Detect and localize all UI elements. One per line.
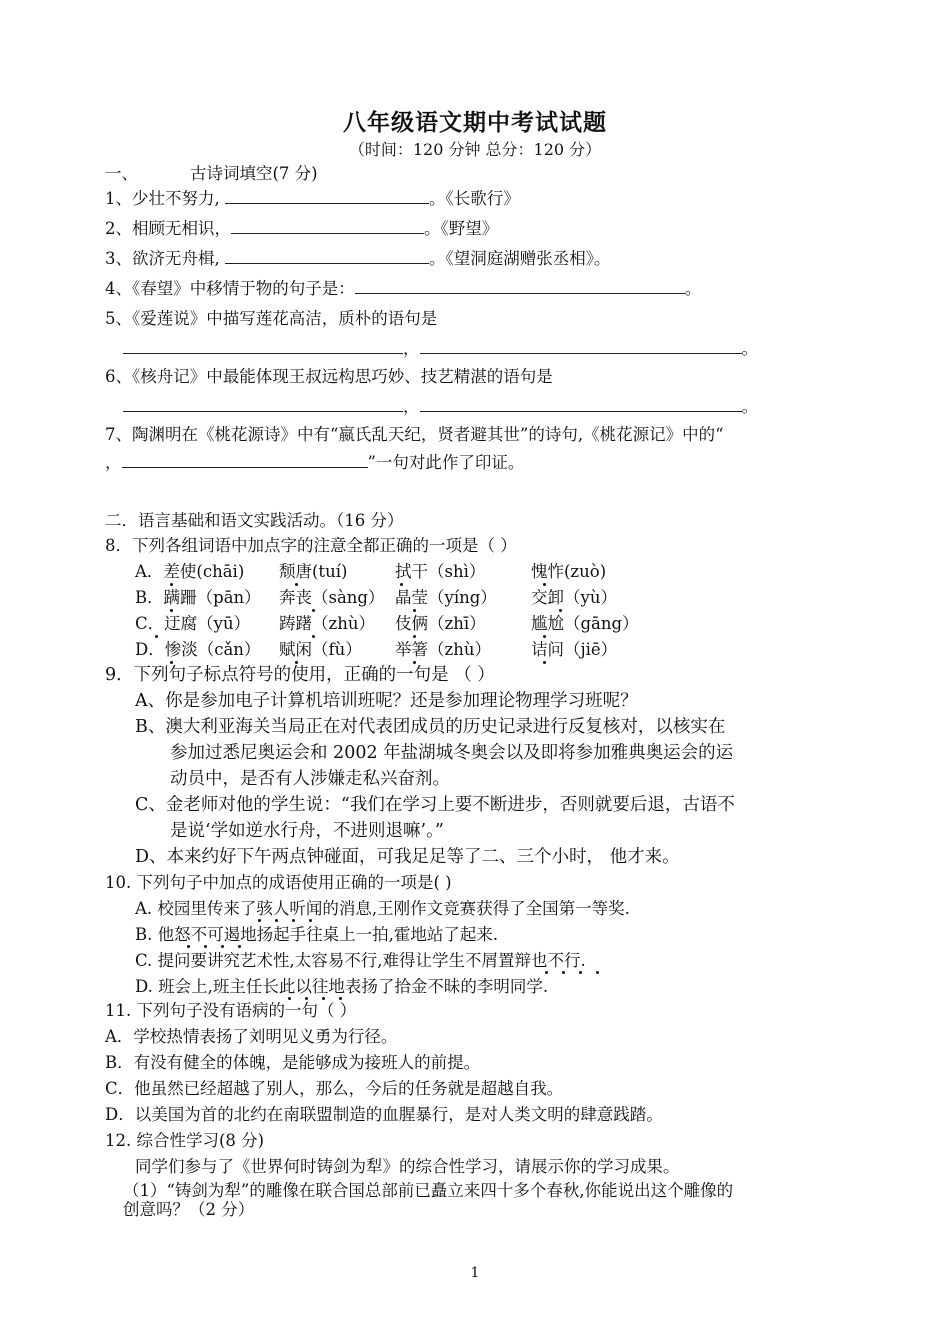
- question-2: [105, 218, 498, 240]
- answer-blank-7[interactable]: [122, 452, 368, 468]
- q12-part1-line2: 创意吗？（2 分）: [123, 1200, 255, 1219]
- question-8: 8．下列各组词语中加点字的注意全都正确的一项是（ ）: [105, 536, 517, 555]
- q8-b-word-3: 晶莹（yíng）: [395, 588, 497, 607]
- page-number: 1: [470, 1265, 480, 1281]
- question-4-text: 4、《春望》中移情于物的句子是：: [105, 279, 355, 298]
- question-2-text: 2、相顾无相识，: [105, 219, 231, 238]
- answer-blank-1[interactable]: [225, 188, 429, 204]
- q12-part1-line1: （1）“铸剑为犁”的雕像在联合国总部前已矗立来四十多个春秋,你能说出这个雕像的: [123, 1181, 734, 1200]
- emphasis-dot: [187, 945, 190, 948]
- q9-option-b-line1: B、澳大利亚海关当局正在对代表团成员的历史记录进行反复核对，以核实在: [135, 717, 726, 737]
- emphasis-dot: [579, 971, 582, 974]
- q8-b-word-1: B．蹒跚（pān）: [135, 588, 261, 607]
- question-4-end: 。: [684, 279, 702, 298]
- emphasis-dot: [400, 583, 403, 586]
- exam-subtitle: （时间：120 分钟 总分：120 分）: [348, 140, 602, 159]
- q8-c-word-1: C．迂腐（yū）: [135, 614, 251, 633]
- q8-a-word-2: 颓唐(tuí): [279, 562, 348, 581]
- emphasis-dot: [312, 635, 315, 638]
- comma: ，: [403, 397, 420, 416]
- question-9: 9．下列句子标点符号的使用，正确的一句是 （ ）: [105, 665, 495, 685]
- q11-option-a: A．学校热情表扬了刘明见义勇为行径。: [105, 1027, 398, 1046]
- period: 。: [741, 397, 758, 416]
- q8-b-word-2: 奔丧（sàng）: [279, 588, 385, 607]
- emphasis-dot: [413, 635, 416, 638]
- q8-d-word-1: D．惨淡（cǎn）: [135, 640, 261, 659]
- q10-option-a: A. 校园里传来了骇人听闻的消息,王刚作文竞赛获得了全国第一等奖.: [135, 899, 630, 918]
- emphasis-dot: [170, 583, 173, 586]
- q11-option-b: B．有没有健全的体魄，是能够成为接班人的前提。: [105, 1053, 481, 1072]
- question-7: 7、陶渊明在《桃花源诗》中有“嬴氏乱天纪，贤者避其世”的诗句,《桃花源记》中的“: [105, 425, 724, 444]
- q9-option-a: A、你是参加电子计算机培训班呢？还是参加理论物理学习班呢？: [135, 691, 638, 711]
- emphasis-dot: [292, 919, 295, 922]
- emphasis-dot: [155, 635, 158, 638]
- q8-a-word-3: 拭干（shì）: [395, 562, 486, 581]
- answer-blank-5b[interactable]: [420, 338, 742, 354]
- emphasis-dot: [413, 609, 416, 612]
- emphasis-dot: [543, 661, 546, 664]
- question-1: [105, 188, 520, 210]
- period: 。: [741, 339, 758, 358]
- q9-option-c-line2: 是说‘学如逆水行舟，不进则退嘛’。”: [170, 821, 444, 841]
- question-1-text: 1、少壮不努力,: [105, 189, 220, 208]
- q11-option-c: C．他虽然已经超越了别人，那么，今后的任务就是超越自我。: [105, 1079, 564, 1098]
- question-6-answer-line: [123, 396, 758, 418]
- section1-title: 古诗词填空(7 分): [190, 164, 318, 183]
- comma: ，: [105, 453, 122, 472]
- section1-heading: [105, 163, 318, 185]
- question-10: 10. 下列句子中加点的成语使用正确的一项是( ): [105, 873, 452, 892]
- q9-option-c-line1: C、金老师对他的学生说：“我们在学习上要不断进步，否则就要后退，古语不: [135, 795, 735, 815]
- emphasis-dot: [562, 971, 565, 974]
- q8-d-word-3: 举箸（zhù）: [395, 640, 491, 659]
- emphasis-dot: [275, 919, 278, 922]
- question-2-source: 。《野望》: [424, 219, 499, 238]
- question-11: 11. 下列句子没有语病的一句（ ）: [105, 1001, 357, 1020]
- question-7-end: ”一句对此作了印证。: [367, 453, 525, 472]
- question-3-source: 。《望洞庭湖赠张丞相》。: [429, 249, 611, 268]
- q12-intro: 同学们参与了《世界何时铸剑为犁》的综合性学习，请展示你的学习成果。: [135, 1157, 680, 1176]
- question-6: 6、《核舟记》中最能体现王叔远构思巧妙、技艺精湛的语句是: [105, 367, 553, 386]
- emphasis-dot: [204, 945, 207, 948]
- emphasis-dot: [543, 583, 546, 586]
- emphasis-dot: [309, 919, 312, 922]
- emphasis-dot: [596, 971, 599, 974]
- emphasis-dot: [543, 635, 546, 638]
- emphasis-dot: [221, 945, 224, 948]
- q8-d-word-2: 赋闲（fù）: [279, 640, 362, 659]
- q9-option-b-line2: 参加过悉尼奥运会和 2002 年盐湖城冬奥会以及即将参加雅典奥运会的运: [170, 743, 734, 763]
- comma: ，: [403, 339, 420, 358]
- section2-heading: 二．语言基础和语文实践活动。（16 分）: [105, 511, 404, 530]
- answer-blank-6b[interactable]: [420, 396, 742, 412]
- emphasis-dot: [545, 971, 548, 974]
- emphasis-dot: [238, 945, 241, 948]
- q8-c-word-4: 尴尬（gāng）: [531, 614, 639, 633]
- q10-option-d: D. 班会上,班主任长此以往地表扬了拾金不昧的李明同学.: [135, 977, 549, 996]
- question-5-answer-line: [123, 338, 758, 360]
- question-3: [105, 248, 611, 270]
- answer-blank-5a[interactable]: [123, 338, 403, 354]
- emphasis-dot: [258, 919, 261, 922]
- exam-title: 八年级语文期中考试试题: [343, 109, 607, 136]
- answer-blank-4[interactable]: [355, 278, 685, 294]
- q8-d-word-4: 诘问（jiē）: [531, 640, 618, 659]
- question-12: 12. 综合性学习(8 分): [105, 1131, 265, 1150]
- q8-c-word-3: 伎俩（zhī）: [395, 614, 486, 633]
- question-1-source: 。《长歌行》: [429, 189, 520, 208]
- q9-option-d: D、本来约好下午两点钟碰面，可我足足等了二、三个小时， 他才来。: [135, 847, 680, 867]
- emphasis-dot: [312, 609, 315, 612]
- q8-b-word-4: 交卸（yù）: [531, 588, 617, 607]
- q11-option-d: D．以美国为首的北约在南联盟制造的血腥暴行，是对人类文明的肆意践踏。: [105, 1105, 663, 1124]
- question-4: [105, 278, 701, 300]
- emphasis-dot: [295, 583, 298, 586]
- question-5: 5、《爱莲说》中描写莲花高洁，质朴的语句是: [105, 309, 438, 328]
- q8-c-word-2: 踌躇（zhù）: [279, 614, 375, 633]
- q9-option-b-line3: 动员中，是否有人涉嫌走私兴奋剂。: [170, 769, 450, 789]
- emphasis-dot: [559, 609, 562, 612]
- section1-number: 一、: [105, 164, 138, 183]
- answer-blank-3[interactable]: [225, 248, 429, 264]
- q10-option-b: B. 他怒不可遏地扬起手往桌上一拍,霍地站了起来.: [135, 925, 499, 944]
- answer-blank-2[interactable]: [231, 218, 424, 234]
- q10-option-c: C. 提问要讲究艺术性,太容易不行,难得让学生不屑置辩也不行.: [135, 951, 586, 970]
- answer-blank-6a[interactable]: [123, 396, 403, 412]
- question-3-text: 3、欲济无舟楫,: [105, 249, 220, 268]
- q8-a-word-4: 愧怍(zuò): [531, 562, 607, 581]
- emphasis-dot: [170, 609, 173, 612]
- question-7-answer-line: [105, 452, 524, 474]
- q8-a-word-1: A．差使(chāi): [135, 562, 245, 581]
